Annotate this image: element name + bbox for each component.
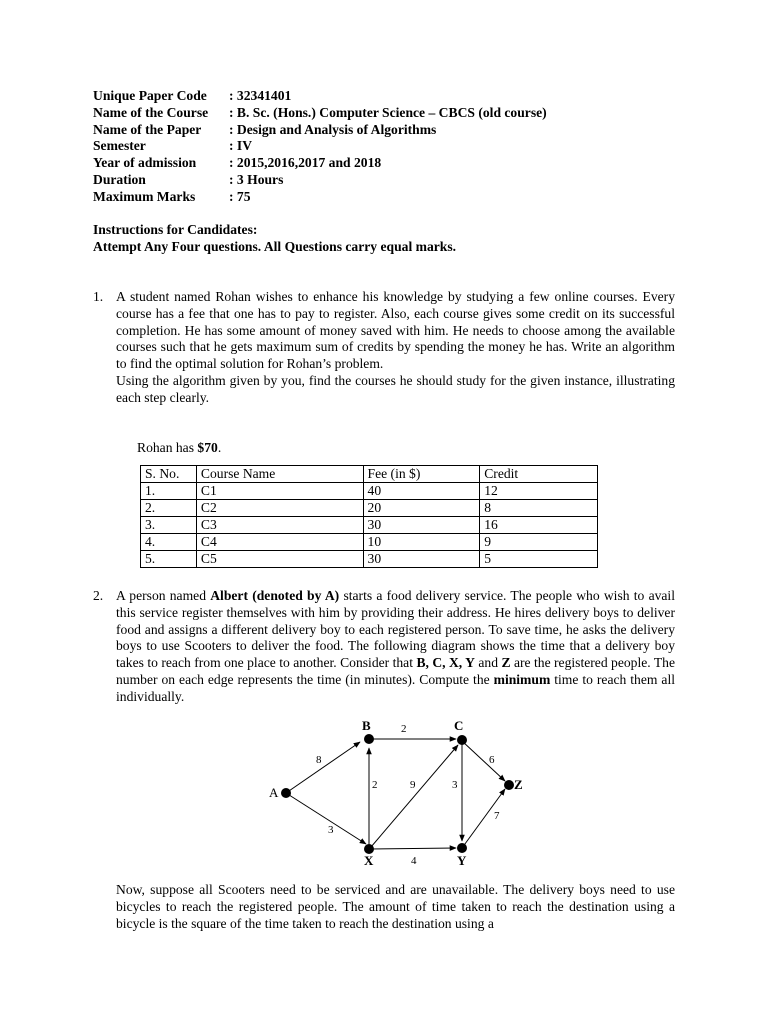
table-header-row xyxy=(141,466,598,483)
text-run-bold: minimum xyxy=(493,671,551,687)
weight-c-y: 3 xyxy=(452,779,458,791)
table-row xyxy=(141,534,598,551)
question-number: 1. xyxy=(93,289,104,304)
weight-c-z: 6 xyxy=(489,754,495,766)
detail-row xyxy=(93,88,547,105)
detail-value: : 2015,2016,2017 and 2018 xyxy=(229,155,382,171)
edge-x-y xyxy=(369,848,456,849)
node-label-y: Y xyxy=(457,853,467,868)
detail-row xyxy=(93,138,547,155)
detail-row xyxy=(93,172,547,189)
table-cell: 30 xyxy=(363,517,480,534)
table-cell: 16 xyxy=(480,517,598,534)
edge-a-x xyxy=(286,793,366,844)
node-label-c: C xyxy=(454,718,464,733)
question-text xyxy=(116,588,675,706)
table-cell: C4 xyxy=(196,534,363,551)
table-row xyxy=(141,517,598,534)
paper-details xyxy=(93,88,547,206)
detail-row xyxy=(93,155,547,172)
table-cell: 12 xyxy=(480,483,598,500)
table-cell: 20 xyxy=(363,500,480,517)
courses-table xyxy=(140,465,598,568)
node-label-z: Z xyxy=(514,777,523,792)
column-header: Fee (in $) xyxy=(363,466,480,483)
detail-label: Year of admission xyxy=(93,155,197,171)
edge-c-z xyxy=(462,741,505,781)
table-cell: 2. xyxy=(141,500,197,517)
table-cell: C1 xyxy=(196,483,363,500)
table-cell: 10 xyxy=(363,534,480,551)
table-cell: 1. xyxy=(141,483,197,500)
weight-x-c: 9 xyxy=(410,779,416,791)
table-cell: C2 xyxy=(196,500,363,517)
detail-row xyxy=(93,189,547,206)
node-label-x: X xyxy=(364,853,374,868)
weight-x-b: 2 xyxy=(372,779,378,791)
node-b xyxy=(364,734,374,744)
budget-line xyxy=(137,440,221,457)
detail-label: Unique Paper Code xyxy=(93,88,207,103)
weight-b-c: 2 xyxy=(401,723,407,735)
instructions-title: Instructions for Candidates: xyxy=(93,222,258,237)
weight-a-b: 8 xyxy=(316,754,322,766)
table-cell: 5. xyxy=(141,551,197,568)
text-run: A person named xyxy=(116,588,211,603)
column-header: Course Name xyxy=(196,466,363,483)
followup-paragraph: Now, suppose all Scooters need to be serviced and are unavailable. The delivery boys need to use bicycles to reach the registered people. The amount of time taken to reach the destination using a bicycle is the square of the time taken to reach the destination using a xyxy=(116,882,675,931)
question-paragraph: A student named Rohan wishes to enhance his knowledge by studying a few online courses. Every course has a fee that one has to pay to register. Also, each course gives some credit on its successful completion. He has some amount of money saved with him. He needs to choose among the available courses such that he gets maximum sum of credits by spending the money he has. Write an algorithm to find the optimal solution for Rohan’s problem. xyxy=(116,289,675,372)
question-text xyxy=(116,289,675,407)
detail-label: Semester xyxy=(93,138,146,154)
node-a xyxy=(281,788,291,798)
detail-label: Name of the Course xyxy=(93,104,209,120)
table-cell: C5 xyxy=(196,551,363,568)
text-run-bold: Z xyxy=(501,655,511,671)
weight-y-z: 7 xyxy=(494,810,500,822)
text-run: time to reach them all individually. xyxy=(116,671,676,704)
detail-value: : 3 Hours xyxy=(229,171,284,187)
table-cell: 9 xyxy=(480,534,598,551)
table-row xyxy=(141,500,598,517)
table-cell: 3. xyxy=(141,517,197,534)
question-number: 2. xyxy=(93,588,104,603)
node-z xyxy=(504,780,514,790)
budget-suffix: . xyxy=(217,440,222,455)
question-paragraph: Using the algorithm given by you, find the courses he should study for the given instance, illustrating each step clearly. xyxy=(116,372,675,405)
column-header: S. No. xyxy=(141,466,197,483)
text-run: are the registered people. The number on each edge represents the time (in minutes). Compute the xyxy=(116,655,676,687)
instructions-text: Attempt Any Four questions. All Questions carry equal marks. xyxy=(93,238,457,254)
detail-row xyxy=(93,122,547,139)
table-cell: 40 xyxy=(363,483,480,500)
detail-value: : 75 xyxy=(229,188,251,204)
table-cell: C3 xyxy=(196,517,363,534)
detail-value: : Design and Analysis of Algorithms xyxy=(229,121,437,137)
table-cell: 5 xyxy=(480,551,598,568)
instructions xyxy=(93,222,456,256)
node-label-b: B xyxy=(362,718,371,733)
question-paragraph xyxy=(116,588,675,706)
node-y xyxy=(457,843,467,853)
table-cell: 8 xyxy=(480,500,598,517)
node-label-a: A xyxy=(269,785,279,800)
table-cell: 30 xyxy=(363,551,480,568)
budget-prefix: Rohan has xyxy=(137,440,198,455)
weight-a-x: 3 xyxy=(328,824,334,836)
detail-label: Duration xyxy=(93,171,146,187)
text-run-bold: Albert (denoted by A) xyxy=(210,588,340,603)
detail-value: : 32341401 xyxy=(229,88,292,103)
table-row xyxy=(141,551,598,568)
detail-label: Name of the Paper xyxy=(93,121,202,137)
detail-value: : IV xyxy=(229,138,253,154)
budget-amount: $70 xyxy=(197,440,218,455)
table-cell: 4. xyxy=(141,534,197,551)
node-c xyxy=(457,735,467,745)
edge-a-b xyxy=(286,742,360,793)
weight-x-y: 4 xyxy=(411,855,417,867)
detail-value: : B. Sc. (Hons.) Computer Science – CBCS (old course) xyxy=(229,104,547,120)
detail-label: Maximum Marks xyxy=(93,188,196,204)
column-header: Credit xyxy=(480,466,598,483)
text-run: and xyxy=(474,655,502,671)
detail-row xyxy=(93,105,547,122)
text-run-bold: B, C, X, Y xyxy=(416,655,475,671)
table-row xyxy=(141,483,598,500)
edge-x-c xyxy=(371,745,458,847)
text-run: starts a food delivery service. The people who wish to avail this service register themselves with him by providing their address. He hires delivery boys to deliver food and assigns a different delivery boy to each registered person. To save time, he asks the delivery boys to use Scooters to deliver the food. The following diagram shows the time that a delivery boy takes to reach from one place to another. Consider that xyxy=(116,588,675,671)
delivery-graph xyxy=(260,718,530,870)
